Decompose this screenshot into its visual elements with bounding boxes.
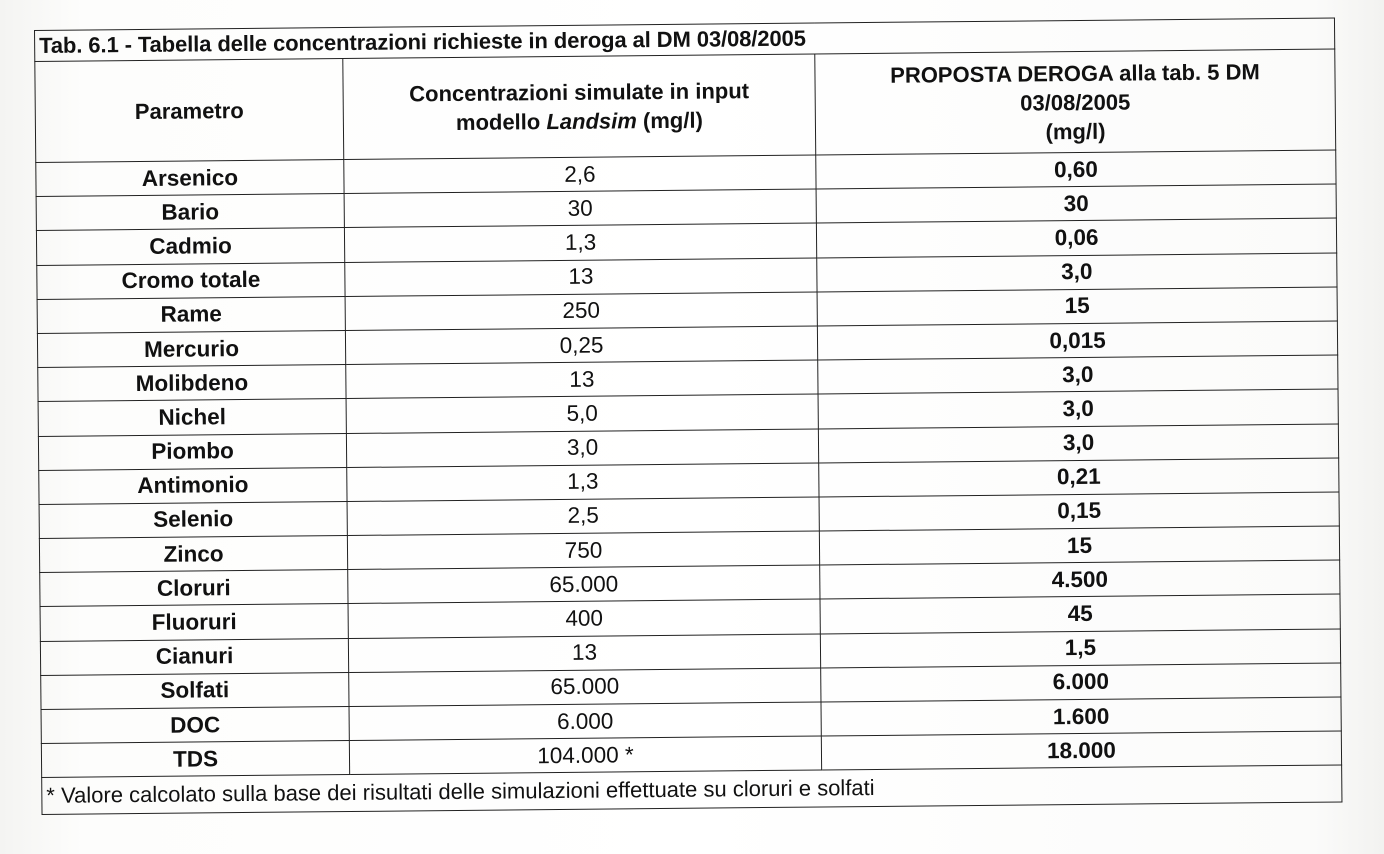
- concentrations-table: [34, 18, 1342, 816]
- cell-parametro: Solfati: [41, 672, 349, 709]
- cell-simulata: 5,0: [346, 394, 818, 433]
- cell-parametro: Arsenico: [36, 160, 344, 197]
- cell-parametro: Bario: [36, 194, 344, 231]
- cell-parametro: Molibdeno: [38, 365, 346, 402]
- cell-parametro: Fluoruri: [40, 604, 348, 641]
- cell-parametro: TDS: [41, 741, 349, 778]
- cell-deroga: 15: [819, 526, 1339, 565]
- cell-parametro: Piombo: [38, 433, 346, 470]
- header-simulated-prefix: modello: [455, 109, 547, 135]
- cell-parametro: Selenio: [39, 501, 347, 538]
- cell-deroga: 1,5: [820, 629, 1340, 668]
- cell-simulata: 3,0: [346, 428, 818, 467]
- cell-deroga: 3,0: [817, 253, 1337, 292]
- cell-simulata: 2,5: [347, 497, 819, 536]
- cell-parametro: DOC: [41, 707, 349, 744]
- cell-simulata: 13: [348, 634, 820, 673]
- header-parametro: [35, 59, 344, 163]
- cell-simulata: 0,25: [345, 326, 817, 365]
- header-simulated: [343, 54, 816, 160]
- cell-parametro: Antimonio: [39, 467, 347, 504]
- cell-simulata: 400: [348, 599, 820, 638]
- table-footnote: * Valore calcolato sulla base dei risultati delle simulazioni effettuate su cloruri e solfati: [42, 765, 1342, 814]
- table-caption: Tab. 6.1 - Tabella delle concentrazioni richieste in deroga al DM 03/08/2005: [35, 18, 1335, 61]
- cell-deroga: 0,60: [816, 150, 1336, 189]
- cell-deroga: 15: [817, 287, 1337, 326]
- cell-deroga: 45: [820, 594, 1340, 633]
- cell-simulata: 1,3: [344, 223, 816, 262]
- cell-simulata: 250: [345, 292, 817, 331]
- cell-simulata: 65.000: [348, 565, 820, 604]
- cell-parametro: Rame: [37, 296, 345, 333]
- cell-deroga: 4.500: [820, 560, 1340, 599]
- cell-parametro: Cianuri: [40, 638, 348, 675]
- cell-parametro: Zinco: [39, 536, 347, 573]
- cell-simulata: 750: [347, 531, 819, 570]
- cell-deroga: 0,21: [819, 458, 1339, 497]
- cell-deroga: 30: [816, 184, 1336, 223]
- cell-deroga: 0,015: [817, 321, 1337, 360]
- cell-deroga: 0,06: [816, 218, 1336, 257]
- cell-deroga: 18.000: [821, 731, 1341, 770]
- header-parametro-label: Parametro: [134, 97, 244, 124]
- cell-simulata: 104.000 *: [349, 736, 821, 775]
- cell-simulata: 13: [345, 258, 817, 297]
- cell-deroga: 6.000: [821, 663, 1341, 702]
- cell-deroga: 3,0: [818, 389, 1338, 428]
- header-deroga-line1: PROPOSTA DEROGA alla tab. 5 DM: [890, 58, 1260, 88]
- cell-parametro: Cromo totale: [37, 262, 345, 299]
- cell-simulata: 65.000: [349, 668, 821, 707]
- cell-parametro: Cadmio: [36, 228, 344, 265]
- cell-simulata: 6.000: [349, 702, 821, 741]
- cell-simulata: 30: [344, 189, 816, 228]
- cell-deroga: 1.600: [821, 697, 1341, 736]
- cell-simulata: 1,3: [347, 463, 819, 502]
- cell-deroga: 0,15: [819, 492, 1339, 531]
- cell-parametro: Mercurio: [37, 330, 345, 367]
- scanned-table-sheet: [34, 18, 1342, 830]
- header-simulated-line1: Concentrazioni simulate in input: [409, 78, 750, 107]
- cell-simulata: 2,6: [344, 155, 816, 194]
- header-deroga: [815, 49, 1336, 155]
- header-row: [35, 49, 1336, 162]
- cell-deroga: 3,0: [818, 423, 1338, 462]
- header-deroga-line3: (mg/l): [1045, 118, 1106, 144]
- cell-deroga: 3,0: [818, 355, 1338, 394]
- cell-parametro: Nichel: [38, 399, 346, 436]
- header-deroga-line2: 03/08/2005: [1020, 88, 1131, 116]
- header-simulated-line2: [344, 105, 815, 139]
- cell-parametro: Cloruri: [40, 570, 348, 607]
- header-simulated-unit: (mg/l): [636, 107, 703, 134]
- header-simulated-model: Landsim: [546, 108, 637, 135]
- cell-simulata: 13: [346, 360, 818, 399]
